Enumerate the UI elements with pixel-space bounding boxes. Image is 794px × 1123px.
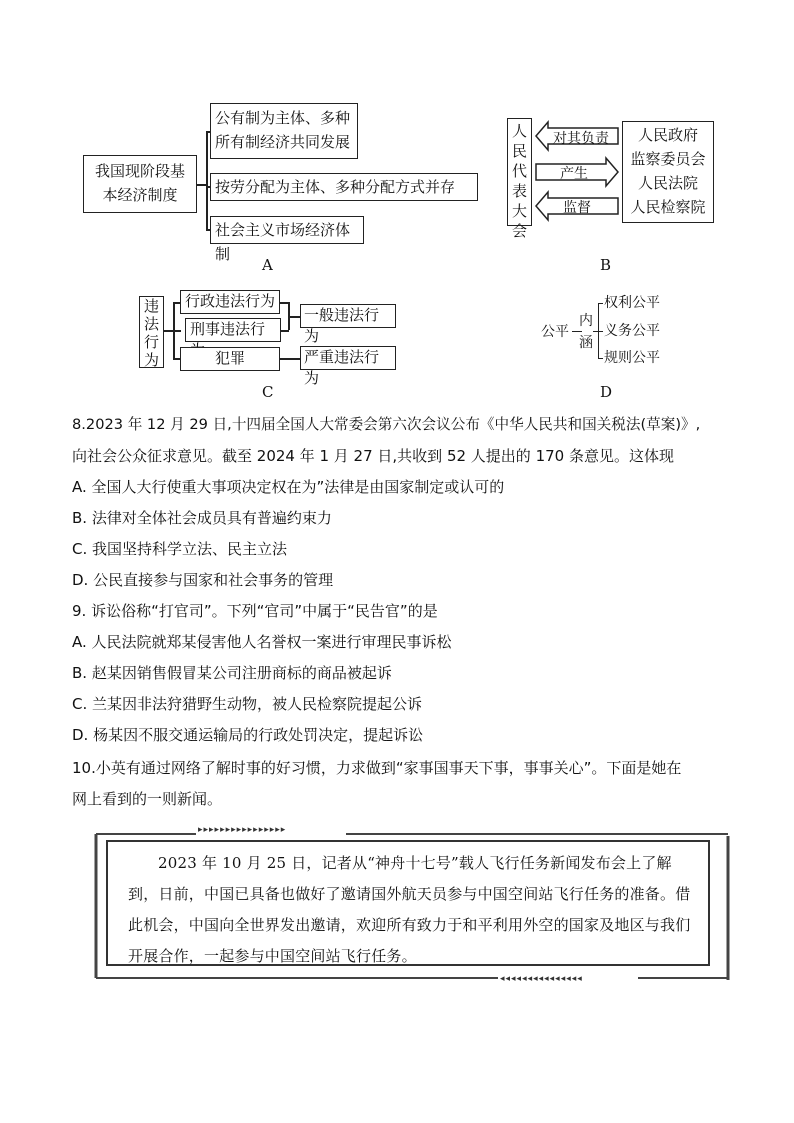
q9-option-b: B. 赵某因销售假冒某公司注册商标的商品被起诉: [72, 664, 392, 682]
q8-option-a: A. 全国人大行使重大事项决定权在为”法律是由国家制定或认可的: [72, 478, 505, 496]
diagram-d-label: D: [600, 383, 613, 401]
q10-stem-line-1: 10.小英有通过网络了解时事的好习惯，力求做到“家事国事天下事，事事关心”。下面是她在: [72, 759, 682, 777]
diagram-a-branch-3: 社会主义市场经济体制: [210, 216, 364, 244]
diagram-b-arrow-1: 对其负责: [553, 131, 609, 147]
diagram-c-line-2: [173, 330, 181, 332]
q8-option-b: B. 法律对全体社会成员具有普遍约束力: [72, 509, 332, 527]
q9-option-c: C. 兰某因非法狩猎野生动物，被人民检察院提起公诉: [72, 695, 423, 713]
diagram-c-root: 违法行为: [139, 296, 164, 368]
diagram-c-item-3: 犯罪: [180, 347, 280, 371]
diagram-a-bracket: [206, 131, 208, 229]
news-top-ornament: ▸▸▸▸▸▸▸▸▸▸▸▸▸▸▸▸: [198, 825, 287, 835]
diagram-c-result-2: 严重违法行为: [300, 346, 396, 370]
diagram-c-item-1: 行政违法行为: [180, 290, 280, 314]
diagram-a-root: [83, 155, 197, 213]
q8-stem-line-2: 向社会公众征求意见。截至 2024 年 1 月 27 日,共收到 52 人提出的 170 条意见。这体现: [72, 447, 674, 465]
diagram-c-r-line-2: [281, 330, 289, 332]
diagram-c-r-line-1: [280, 302, 289, 304]
diagram-b-label: B: [600, 256, 612, 274]
diagram-d-item-3: 规则公平: [604, 350, 660, 366]
diagram-d-item-2: 义务公平: [604, 323, 660, 339]
diagram-d-item-1: 权利公平: [604, 295, 660, 311]
q9-option-a: A. 人民法院就郑某侵害他人名誉权一案进行审理民事诉松: [72, 633, 452, 651]
q8-option-d: D. 公民直接参与国家和社会事务的管理: [72, 571, 334, 589]
news-bottom-ornament: ◂◂◂◂◂◂◂◂◂◂◂◂◂◂◂: [500, 974, 583, 984]
diagram-a-label: A: [262, 256, 273, 274]
diagram-d-middle: 内涵: [579, 313, 593, 351]
diagram-b-right: 人民政府 监察委员会 人民法院 人民检察院: [622, 121, 714, 223]
diagram-a-branch-1: 公有制为主体、多种所有制经济共同发展: [210, 103, 358, 159]
q9-stem: 9. 诉讼俗称“打官司”。下列“官司”中属于“民告官”的是: [72, 602, 438, 620]
diagram-c-label: C: [262, 383, 274, 401]
diagram-b-left: 人民代表大会: [507, 118, 532, 226]
diagram-d-line-1: [598, 303, 603, 304]
q10-stem-line-2: 网上看到的一则新闻。: [72, 790, 223, 808]
diagram-c-item-2: 刑事违法行: [185, 318, 281, 342]
diagram-d-line-3: [598, 358, 603, 359]
diagram-a-branch-2: 按劳分配为主体、多种分配方式并存: [210, 173, 478, 201]
diagram-c-r-line-4: [280, 358, 301, 360]
diagram-a-root-text: 我国现阶段基本经济制度: [94, 162, 185, 204]
diagram-b-arrow-3: 监督: [563, 200, 591, 216]
q8-stem-line-1: 8.2023 年 12 月 29 日,十四届全国人大常委会第六次会议公布《中华人民共和国关税法(草案)》,: [72, 416, 701, 433]
diagram-d-root: 公平: [541, 324, 569, 340]
q9-option-d: D. 杨某因不服交通运输局的行政处罚决定，提起诉讼: [72, 726, 424, 744]
news-text: 2023 年 10 月 25 日，记者从“神舟十七号”载人飞行任务新闻发布会上了解到，日前，中国已具备也做好了邀请国外航天员参与中国空间站飞行任务的准备。借此机会，中国向全世界发出邀请，欢迎所有致力于和平利用外空的国家及地区与我们开展合作，一起参与中国空间站飞行任务。: [128, 854, 691, 965]
diagram-d-line-2: [598, 331, 603, 332]
q8-option-c: C. 我国坚持科学立法、民主立法: [72, 540, 288, 558]
diagram-c-result-1: 一般违法行为: [300, 304, 396, 328]
diagram-b-arrow-2: 产生: [560, 166, 588, 182]
